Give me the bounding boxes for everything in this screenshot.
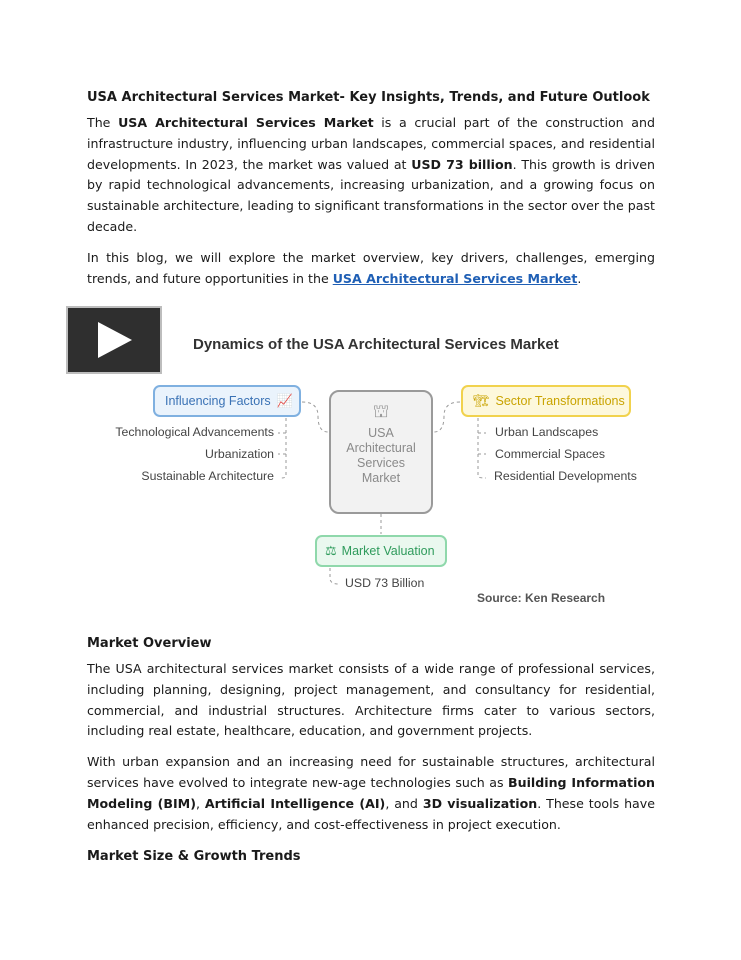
bold-text: 3D visualization [422, 795, 538, 811]
text: With urban expansion and an increasing need for sustainable structures, architectural services have evolved to integrate new-age technologies such as [87, 754, 655, 790]
text: . This growth is driven by rapid technological advancements, increasing urbanization, and a growing focus on sustainable architecture, leading to significant transformations in the sector over the past decade. [87, 156, 656, 234]
influencing-item: Urbanization [204, 447, 274, 461]
sector-transformations-label: Sector Transformations [495, 394, 625, 408]
intro-paragraph [87, 113, 655, 238]
bold-text: Artificial Intelligence (AI) [204, 795, 386, 811]
text: is a crucial part of the construction and infrastructure industry, influencing urban landscapes, commercial spaces, and residential developments. In 2023, the market was valued at [87, 115, 655, 172]
center-market-box [329, 390, 433, 514]
valuation-value: USD 73 Billion [345, 576, 425, 590]
market-overview-section [87, 636, 655, 872]
text: . These tools have enhanced precision, efficiency, and cost-effectiveness in project execution. [87, 795, 655, 832]
article-top [87, 90, 655, 299]
scale-icon: ⚖ [325, 543, 337, 558]
technology-paragraph [87, 752, 655, 835]
bold-text: Building Information Modeling (BIM) [87, 774, 655, 811]
sector-item: Commercial Spaces [495, 447, 606, 461]
infographic [66, 306, 666, 616]
section-heading: Market Overview [87, 636, 212, 651]
sector-transformations-pill [461, 385, 631, 417]
influencing-factors-label: Influencing Factors [165, 394, 271, 408]
overview-paragraph: The USA architectural services market consists of a wide range of professional services, including planning, designing, project management, and consultancy for residential, commercial, and industrial structures. Architecture firms cater to various sectors, including real estate, healthcare, education, and government projects. [87, 661, 655, 739]
building-icon: 🏗 [473, 393, 490, 408]
text: The [87, 115, 119, 130]
influencing-item: Technological Advancements [115, 425, 274, 439]
center-label-line: Services [357, 456, 405, 470]
text: , and [385, 795, 423, 811]
sector-item: Urban Landscapes [495, 425, 599, 439]
sector-item: Residential Developments [494, 469, 637, 483]
text: In this blog, we will explore the market overview, key drivers, challenges, emerging trends, and future opportunities in the [87, 249, 655, 286]
influencing-item: Sustainable Architecture [141, 469, 274, 483]
bold-text: USD 73 billion [411, 156, 513, 172]
chart-icon: 📈 [276, 393, 293, 408]
market-link[interactable]: USA Architectural Services Market [332, 270, 578, 286]
bold-text: USA Architectural Services Market [118, 115, 374, 130]
building-icon: ⛫ [372, 401, 390, 421]
source-caption: Source: Ken Research [477, 591, 606, 605]
center-label-line: Architectural [346, 441, 416, 455]
market-valuation-label: Market Valuation [341, 544, 435, 558]
text: . [577, 270, 582, 286]
article-title: USA Architectural Services Market- Key Insights, Trends, and Future Outlook [87, 90, 650, 105]
influencing-factors-pill [153, 385, 301, 417]
text: , [195, 795, 205, 811]
market-valuation-pill [315, 535, 447, 567]
blog-paragraph [87, 248, 655, 290]
center-label-line: Market [361, 471, 401, 485]
center-label-line: USA [368, 426, 394, 440]
infographic-title: Dynamics of the USA Architectural Services Market [193, 336, 559, 353]
section-heading: Market Size & Growth Trends [87, 849, 301, 865]
